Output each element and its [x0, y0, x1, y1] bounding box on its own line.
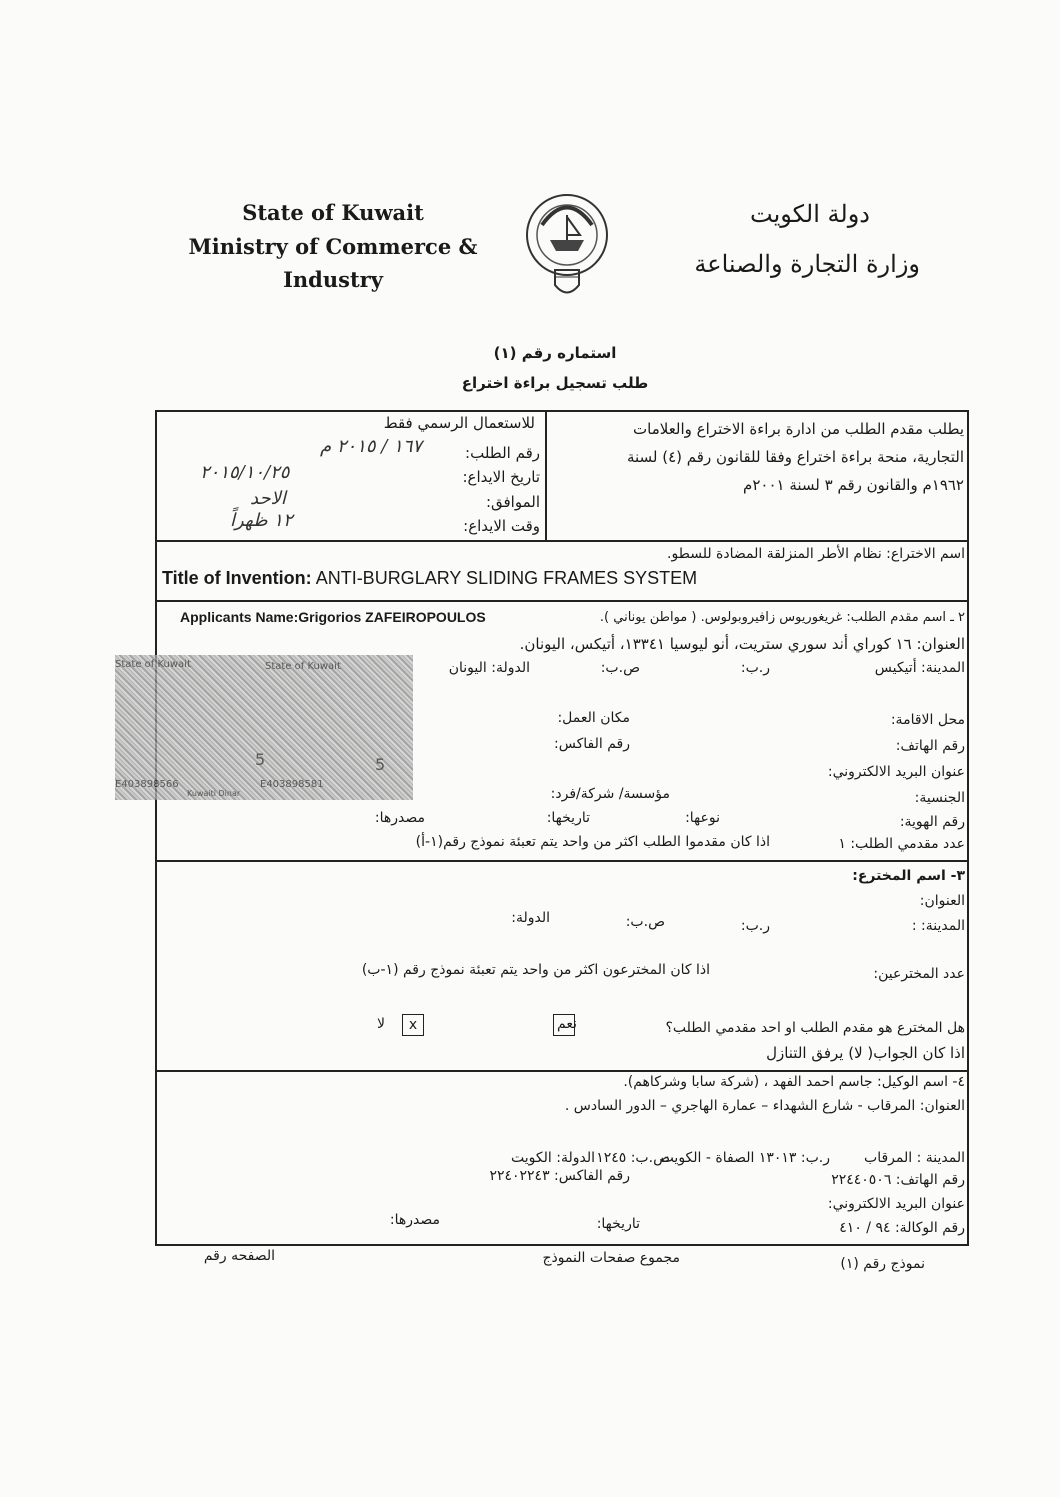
stamp-value: 5 — [255, 750, 266, 769]
official-heading: للاستعمال الرسمي فقط — [383, 414, 535, 432]
agent-poa-source: مصدرها: — [389, 1212, 440, 1228]
agent-poa-number: رقم الوكالة: ٩٤ / ٤١٠ — [839, 1220, 965, 1236]
stamp-serial: E403898581 — [260, 779, 324, 790]
no-checkbox[interactable] — [402, 1014, 424, 1036]
applicant-address: العنوان: ١٦ كوراي أند سوري ستريت، أنو ليوسيا ١٣٣٤١، أتيكس، اليونان. — [519, 635, 965, 653]
inventor-address-label: العنوان: — [919, 893, 965, 909]
intro-line: ١٩٦٢م والقانون رقم ٣ لسنة ٢٠٠١م — [743, 476, 964, 494]
header-industry: Industry — [283, 267, 383, 292]
inventor-country-label: الدولة: — [511, 910, 550, 926]
agent-poa-date: تاريخها: — [596, 1216, 640, 1232]
applicant-city: المدينة: أتيكيس — [874, 660, 965, 676]
header-ministry: Ministry of Commerce & — [188, 234, 478, 259]
form-number: استماره رقم (١) — [493, 344, 617, 362]
box-border-right — [967, 410, 969, 1245]
applicant-count: عدد مقدمي الطلب: ١ — [838, 836, 965, 852]
agent-rb: ر.ب: ١٣٠١٣ الصفاة - الكويت — [660, 1150, 830, 1166]
id-type-label: نوعها: — [685, 810, 720, 826]
form-title: طلب تسجيل براءة اختراع — [461, 374, 649, 392]
residence-label: محل الاقامة: — [890, 712, 965, 728]
approved-label: الموافق: — [485, 493, 540, 511]
applicant-country: الدولة: اليونان — [448, 660, 530, 676]
agent-city: المدينة : المرقاب — [864, 1150, 965, 1166]
header-state: State of Kuwait — [242, 200, 424, 225]
time-value: ١٢ ظهراً — [230, 510, 293, 531]
divider — [155, 410, 969, 412]
invention-ar-title: اسم الاختراع: نظام الأطر المنزلقة المضادة للسطو. — [667, 546, 965, 562]
phone-label: رقم الهاتف: — [895, 738, 965, 754]
yes-label: نعم — [557, 1016, 577, 1032]
header-ar-state: دولة الكويت — [750, 200, 870, 228]
agent-address: العنوان: المرقاب - شارع الشهداء – عمارة الهاجري – الدور السادس . — [564, 1098, 965, 1114]
entity-label: مؤسسة/ شركة/فرد: — [550, 786, 670, 802]
agent-name: ٤- اسم الوكيل: جاسم احمد الفهد ، (شركة سابا وشركاهم). — [623, 1074, 965, 1090]
divider — [155, 1070, 969, 1072]
date-label: تاريخ الايداع: — [462, 468, 540, 486]
inventor-count-note: اذا كان المخترعون اكثر من واحد يتم تعبئة نموذج رقم (١-ب) — [361, 962, 710, 978]
divider — [155, 1244, 969, 1246]
divider — [155, 540, 969, 542]
invention-en-label: Title of Invention: — [162, 568, 312, 588]
no-label: لا — [377, 1016, 385, 1032]
footer-form-number: نموذج رقم (١) — [840, 1256, 925, 1272]
inventor-count-label: عدد المخترعين: — [873, 966, 965, 982]
kuwait-emblem-icon — [520, 185, 615, 305]
email-label: عنوان البريد الالكتروني: — [827, 764, 965, 780]
inventor-pobox-label: ص.ب: — [625, 914, 665, 930]
id-date-label: تاريخها: — [546, 810, 590, 826]
fax-label: رقم الفاكس: — [554, 736, 630, 752]
approved-value: الاحد — [250, 488, 286, 509]
app-no-label: رقم الطلب: — [465, 444, 540, 462]
inventor-question: هل المخترع هو مقدم الطلب او احد مقدمي الطلب؟ — [665, 1020, 965, 1036]
app-no-value: ١٦٧ / ٢٠١٥ م — [320, 436, 423, 457]
agent-fax: رقم الفاكس: ٢٢٤٠٢٢٤٣ — [489, 1168, 630, 1184]
applicant-rb: ر.ب: — [740, 660, 770, 676]
applicant-pobox: ص.ب: — [600, 660, 640, 676]
inventor-waiver-note: اذا كان الجواب( لا) يرفق التنازل — [766, 1044, 965, 1062]
footer-total-pages: مجموع صفحات النموذج — [542, 1250, 680, 1266]
agent-email-label: عنوان البريد الالكتروني: — [827, 1196, 965, 1212]
time-label: وقت الايداع: — [463, 517, 540, 535]
revenue-stamp — [115, 655, 413, 800]
cell-divider — [545, 410, 547, 540]
box-border-left — [155, 410, 157, 1245]
stamp-text: State of Kuwait — [265, 661, 341, 672]
workplace-label: مكان العمل: — [557, 710, 630, 726]
applicant-ar-name: ٢ ـ اسم مقدم الطلب: غريغوريوس زافيروبولوس. ( مواطن يوناني ). — [599, 610, 965, 625]
id-no-label: رقم الهوية: — [899, 814, 965, 830]
invention-en-value: ANTI-BURGLARY SLIDING FRAMES SYSTEM — [315, 568, 698, 588]
nationality-label: الجنسية: — [914, 790, 965, 806]
agent-pobox: ص.ب: ١٢٤٥ — [596, 1150, 670, 1166]
inventor-city-label: المدينة: : — [911, 918, 965, 934]
inventor-name-label: ٣- اسم المخترع: — [852, 868, 965, 884]
date-value: ٢٠١٥/١٠/٢٥ — [200, 462, 290, 483]
divider — [155, 600, 969, 602]
applicant-en-name: Applicants Name:Grigorios ZAFEIROPOULOS — [180, 609, 486, 625]
stamp-text: State of Kuwait — [115, 659, 191, 670]
agent-phone: رقم الهاتف: ٢٢٤٤٠٥٠٦ — [831, 1172, 965, 1188]
agent-country: الدولة: الكويت — [511, 1150, 595, 1166]
stamp-denomination: Kuwaiti Dinar — [187, 789, 241, 798]
invention-en-title — [162, 568, 697, 589]
stamp-value: 5 — [375, 755, 386, 774]
divider — [155, 860, 969, 862]
id-source-label: مصدرها: — [374, 810, 425, 826]
stamp-serial: E403898566 — [115, 779, 179, 790]
no-check-mark: x — [402, 1014, 424, 1036]
inventor-rb-label: ر.ب: — [740, 918, 770, 934]
footer-page-number: الصفحه رقم — [203, 1248, 275, 1264]
intro-line: يطلب مقدم الطلب من ادارة براءة الاختراع والعلامات — [633, 420, 964, 438]
header-ar-ministry: وزارة التجارة والصناعة — [694, 250, 920, 278]
applicant-count-note: اذا كان مقدموا الطلب اكثر من واحد يتم تعبئة نموذج رقم(١-أ) — [415, 834, 770, 850]
intro-line: التجارية، منحة براءة اختراع وفقا للقانون رقم (٤) لسنة — [626, 448, 964, 466]
